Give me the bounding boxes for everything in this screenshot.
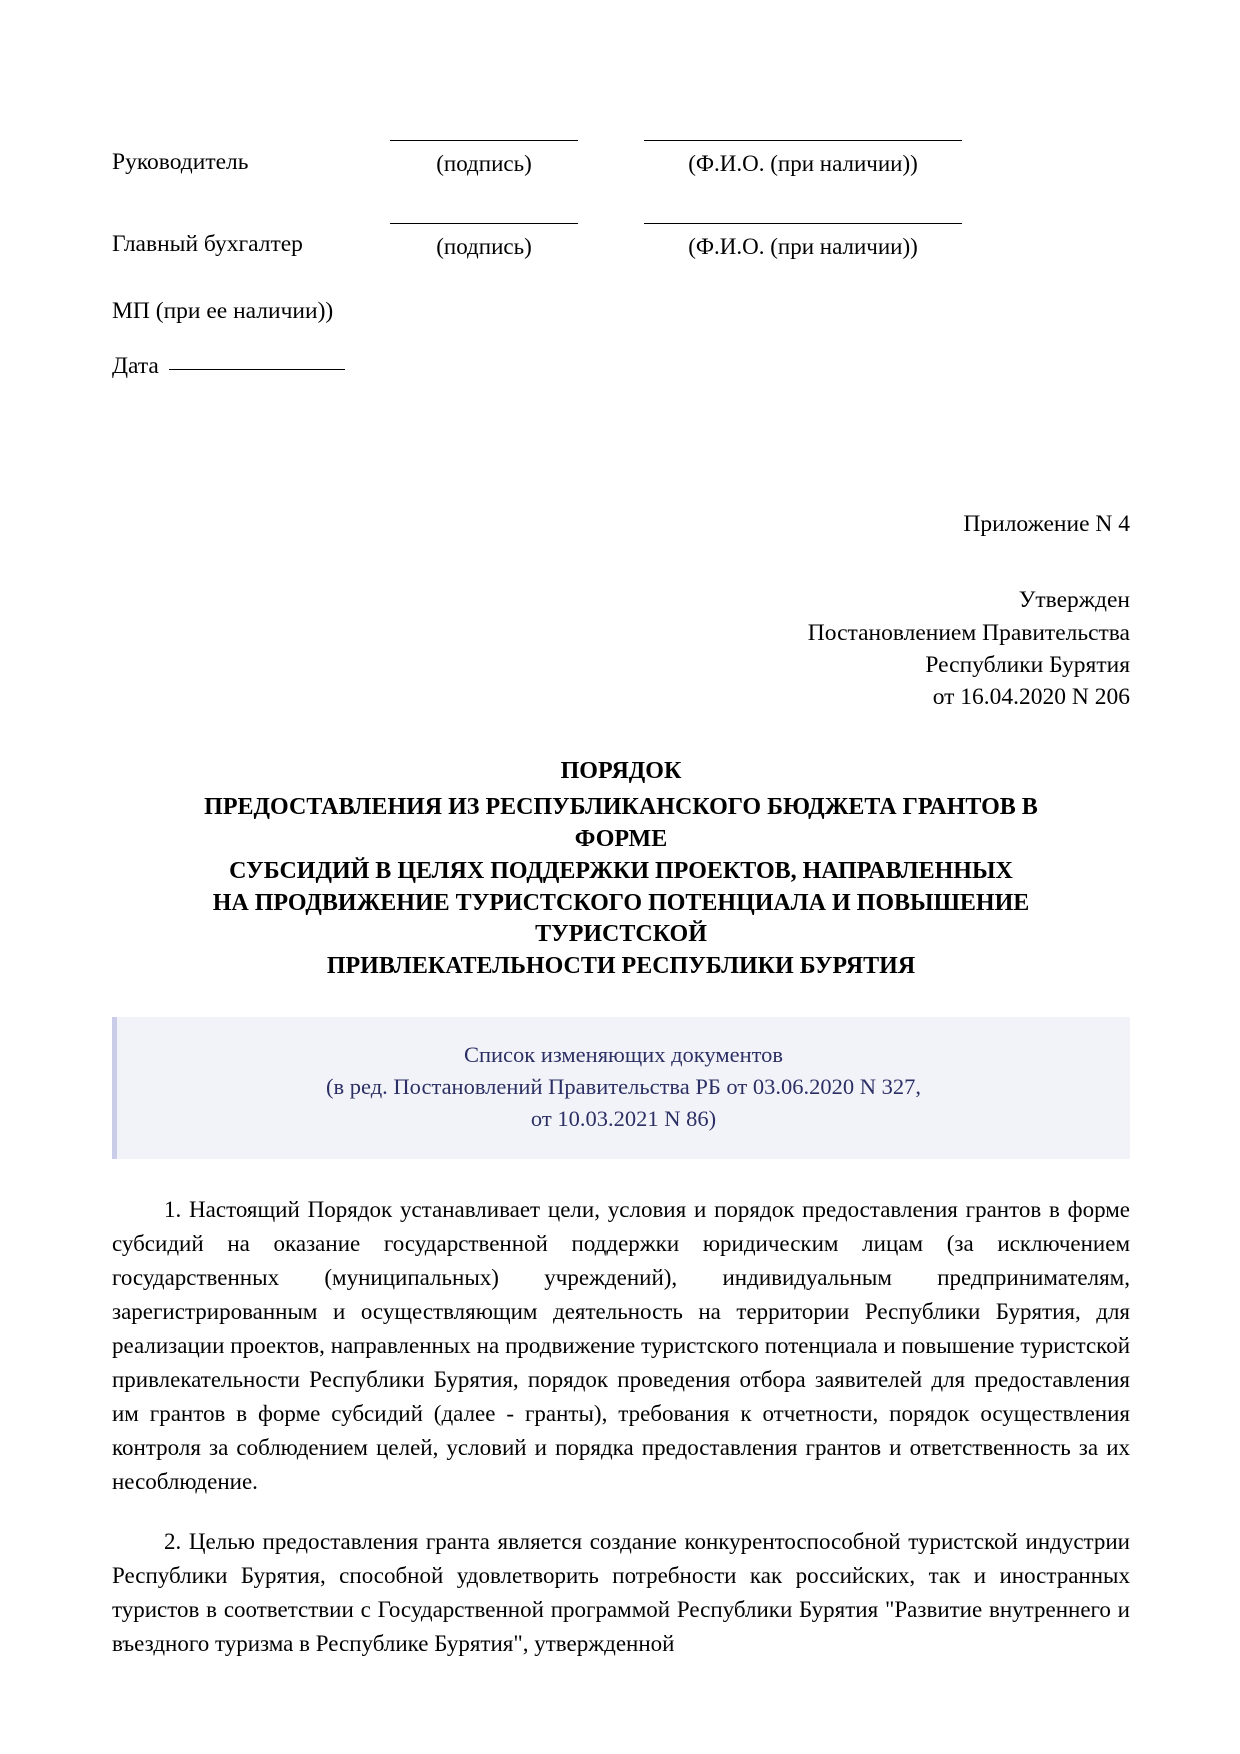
changing-documents-box [112, 1017, 1130, 1159]
signature-field-director [390, 140, 578, 179]
document-title-main: ПОРЯДОК [560, 757, 682, 784]
signature-caption-director: (подпись) [436, 151, 532, 176]
signature-row-accountant [112, 223, 1130, 262]
changing-documents-line-1: (в ред. Постановлений Правительства РБ от 03.06.2020 N 327, [326, 1074, 921, 1100]
document-title-line-1: ПРЕДОСТАВЛЕНИЯ ИЗ РЕСПУБЛИКАНСКОГО БЮДЖЕТА ГРАНТОВ В [204, 793, 1038, 820]
fullname-field-director [644, 140, 962, 179]
signature-block [112, 0, 1130, 380]
document-title-line-2: ФОРМЕ [574, 825, 668, 852]
signature-fields [390, 223, 1130, 262]
approval-line-4: от 16.04.2020 N 206 [932, 684, 1130, 711]
fullname-rule [644, 140, 962, 141]
approval-line-1: Утвержден [1018, 587, 1130, 614]
signature-rule [390, 223, 578, 224]
approval-line-3: Республики Бурятия [925, 652, 1130, 679]
appendix-number: Приложение N 4 [963, 510, 1130, 537]
signature-row-director [112, 140, 1130, 179]
changing-documents-heading: Список изменяющих документов [463, 1042, 784, 1068]
date-rule [169, 369, 345, 370]
signature-rule [390, 140, 578, 141]
signature-fields [390, 140, 1130, 179]
date-line [112, 353, 1130, 380]
fullname-caption-accountant: (Ф.И.О. (при наличии)) [688, 233, 918, 259]
body-paragraph-2: 2. Целью предоставления гранта является создание конкурентоспособной туристской индустрии Республики Бурятия, способной удовлетворить потребности как российских, так и иностранных туристов в соответствии с Государственной программой Республики Бурятия "Развитие внутреннего и въездного туризма в Республике Бурятия", утвержденной [112, 1529, 1130, 1657]
fullname-rule [644, 223, 962, 224]
date-label: Дата [112, 352, 159, 379]
body-paragraph-1: 1. Настоящий Порядок устанавливает цели, условия и порядок предоставления грантов в форме субсидий на оказание государственной поддержки юридическим лицам (за исключением государственных (муниципальных) учреждений), индивидуальным предпринимателям, зарегистрированным и осуществляющим деятельность на территории Республики Бурятия, для реализации проектов, направленных на продвижение туристского потенциала и повышение туристской привлекательности Республики Бурятия, порядок проведения отбора заявителей для предоставления им грантов в форме субсидий (далее - гранты), требования к отчетности, порядок осуществления контроля за соблюдением целей, условий и порядка предоставления грантов и ответственность за их несоблюдение. [112, 1197, 1130, 1495]
fullname-field-accountant [644, 223, 962, 262]
document-title-line-3: СУБСИДИЙ В ЦЕЛЯХ ПОДДЕРЖКИ ПРОЕКТОВ, НАПРАВЛЕННЫХ [229, 857, 1013, 884]
document-title [112, 756, 1130, 983]
document-body [112, 1193, 1130, 1661]
stamp-note: МП (при ее наличии)) [112, 297, 334, 324]
document-title-line-4: НА ПРОДВИЖЕНИЕ ТУРИСТСКОГО ПОТЕНЦИАЛА И ПОВЫШЕНИЕ [212, 889, 1030, 916]
document-title-line-5: ТУРИСТСКОЙ [535, 921, 707, 948]
signature-role-director: Руководитель [112, 148, 249, 175]
signature-role-accountant: Главный бухгалтер [112, 231, 303, 258]
approval-line-2: Постановлением Правительства [807, 619, 1130, 646]
signature-field-accountant [390, 223, 578, 262]
fullname-caption-director: (Ф.И.О. (при наличии)) [688, 151, 918, 176]
changing-documents-line-2: от 10.03.2021 N 86) [530, 1106, 717, 1132]
signature-caption-accountant: (подпись) [436, 233, 532, 259]
signature-spacer [112, 179, 1130, 223]
document-title-line-6: ПРИВЛЕКАТЕЛЬНОСТИ РЕСПУБЛИКИ БУРЯТИЯ [326, 953, 916, 980]
appendix-header [112, 508, 1130, 714]
appendix-approval-block [112, 584, 1130, 714]
